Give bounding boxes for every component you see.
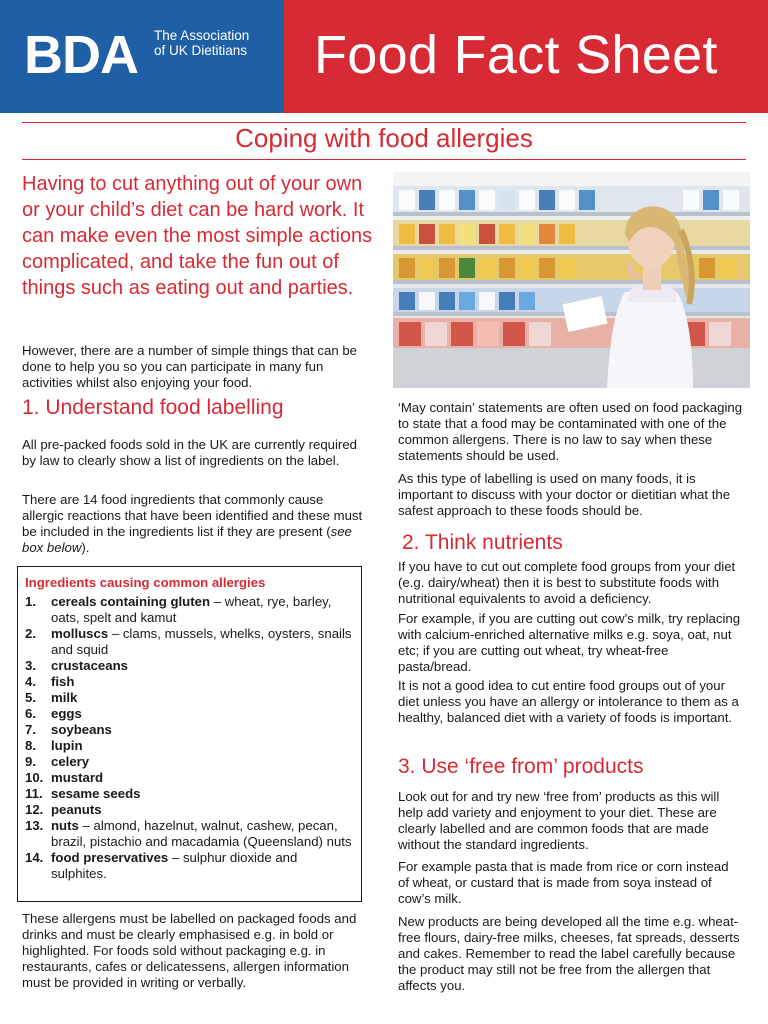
- allergen-item: [25, 818, 355, 850]
- org-name-line2: of UK Dietitians: [154, 43, 248, 58]
- allergen-number: 7.: [25, 722, 36, 737]
- allergen-item: [25, 722, 355, 738]
- section2-paragraph-2: For example, if you are cutting out cow’s milk, try replacing with calcium-enriched alternative milks e.g. soya, oat, nut etc; if you are cutting out wheat, try wheat-free pasta/bread.: [398, 611, 741, 674]
- section1-paragraph-2-start: There are 14 food ingredients that commonly cause allergic reactions that have been identified and these must be included in the ingredients list if they are present (: [22, 492, 363, 539]
- section1-paragraph-2: [22, 492, 367, 556]
- allergen-name: celery: [51, 754, 90, 769]
- allergen-detail: – almond, hazelnut, walnut, cashew, pecan, brazil, pistachio and macadamia (Queensland) nuts: [51, 818, 352, 849]
- allergen-detail: – clams, mussels, whelks, oysters, snails and squid: [51, 626, 352, 657]
- allergen-name: lupin: [51, 738, 83, 753]
- allergen-name: peanuts: [51, 802, 102, 817]
- allergens-box-title: Ingredients causing common allergies: [25, 575, 266, 590]
- section3-paragraph-3: New products are being developed all the time e.g. wheat-free flours, dairy-free milks, cheeses, fat spreads, desserts and cakes. Remember to read the label carefully because the product may still not be free from the allergen that affects you.: [398, 914, 740, 993]
- allergen-number: 4.: [25, 674, 36, 689]
- section1-paragraph-1: All pre-packed foods sold in the UK are currently required by law to clearly show a list of ingredients on the label.: [22, 437, 357, 468]
- allergen-name: eggs: [51, 706, 82, 721]
- section2-paragraph-1: If you have to cut out complete food groups from your diet (e.g. dairy/wheat) then it is best to substitute foods with nutritional equivalents to avoid a deficiency.: [398, 559, 736, 606]
- allergen-item: [25, 706, 355, 722]
- bda-logo: [24, 26, 148, 78]
- allergen-name: fish: [51, 674, 75, 689]
- sheet-title: Food Fact Sheet: [314, 25, 718, 85]
- allergens-box: [17, 566, 362, 902]
- allergen-name: mustard: [51, 770, 104, 785]
- section1-heading: 1. Understand food labelling: [22, 396, 284, 419]
- allergen-number: 8.: [25, 738, 36, 753]
- section3-heading: 3. Use ‘free from’ products: [398, 755, 644, 778]
- allergen-name: food preservatives: [51, 850, 169, 865]
- section3-paragraph-1: Look out for and try new ‘free from’ products as this will help add variety and enjoyment to your diet. These are clearly labelled and are common foods that are made without the standard ingredients.: [398, 789, 720, 852]
- after-box-paragraph: These allergens must be labelled on packaged foods and drinks and must be clearly emphasised e.g. in bold or highlighted. For foods sold without packaging e.g. in restaurants, cafes or delicatessens, allergen information must be provided in writing or verbally.: [22, 911, 357, 990]
- allergen-name: milk: [51, 690, 78, 705]
- allergen-number: 13.: [25, 818, 44, 833]
- section1-paragraph-4: As this type of labelling is used on many foods, it is important to discuss with your doctor or dietitian what the safest approach to these foods should be.: [398, 471, 731, 518]
- allergen-item: [25, 850, 355, 882]
- supermarket-photo: [393, 172, 750, 388]
- allergen-name: cereals containing gluten: [51, 594, 211, 609]
- allergen-item: [25, 754, 355, 770]
- allergen-item: [25, 690, 355, 706]
- section2-paragraph-3: It is not a good idea to cut entire food groups out of your diet unless you have an allergy or intolerance to them as a healthy, balanced diet with a variety of foods is important.: [398, 678, 739, 725]
- allergen-name: soybeans: [51, 722, 112, 737]
- section3-paragraph-2: For example pasta that is made from rice or corn instead of wheat, or custard that is made from soya instead of cow’s milk.: [398, 859, 729, 906]
- section1-paragraph-2-end: ).: [81, 540, 90, 555]
- bda-logo-letters: BDA: [24, 26, 138, 78]
- org-name-line1: The Association: [154, 28, 250, 43]
- allergen-name: molluscs: [51, 626, 109, 641]
- intro-lead: Having to cut anything out of your own or your child’s diet can be hard work. It can make even the most simple actions complicated, and take the fun out of things such as eating out and parties.: [22, 173, 373, 299]
- allergens-list: [25, 594, 355, 882]
- supermarket-shopper-illustration: [393, 172, 750, 388]
- allergen-item: [25, 658, 355, 674]
- allergen-item: [25, 770, 355, 786]
- allergen-name: sesame seeds: [51, 786, 141, 801]
- allergen-number: 12.: [25, 802, 44, 817]
- allergen-number: 1.: [25, 594, 36, 609]
- allergen-item: [25, 626, 355, 658]
- org-name: [154, 28, 249, 58]
- intro-body: However, there are a number of simple things that can be done to help you so you can participate in many fun activities whilst also enjoying your food.: [22, 343, 357, 390]
- allergen-number: 2.: [25, 626, 36, 641]
- allergen-item: [25, 594, 355, 626]
- allergen-number: 9.: [25, 754, 36, 769]
- section2-heading: 2. Think nutrients: [402, 531, 563, 554]
- allergen-number: 14.: [25, 850, 44, 865]
- see-box-below-reference: see box below: [22, 524, 352, 555]
- allergen-number: 3.: [25, 658, 36, 673]
- section1-paragraph-3: ‘May contain’ statements are often used on food packaging to state that a food may be contaminated with one of the common allergens. There is no law to say when these statements should be used.: [398, 400, 743, 463]
- page-title: Coping with food allergies: [235, 123, 533, 153]
- allergen-item: [25, 802, 355, 818]
- header-banner: [0, 0, 768, 113]
- allergen-number: 11.: [25, 786, 43, 801]
- allergen-item: [25, 738, 355, 754]
- allergen-name: crustaceans: [51, 658, 128, 673]
- allergen-number: 6.: [25, 706, 36, 721]
- allergen-detail: – sulphur dioxide and sulphites.: [51, 850, 298, 881]
- allergen-name: nuts: [51, 818, 79, 833]
- allergen-detail: – wheat, rye, barley, oats, spelt and kamut: [51, 594, 332, 625]
- allergen-number: 5.: [25, 690, 36, 705]
- allergen-item: [25, 674, 355, 690]
- title-rule-bottom: [22, 159, 746, 160]
- allergen-number: 10.: [25, 770, 44, 785]
- allergen-item: [25, 786, 355, 802]
